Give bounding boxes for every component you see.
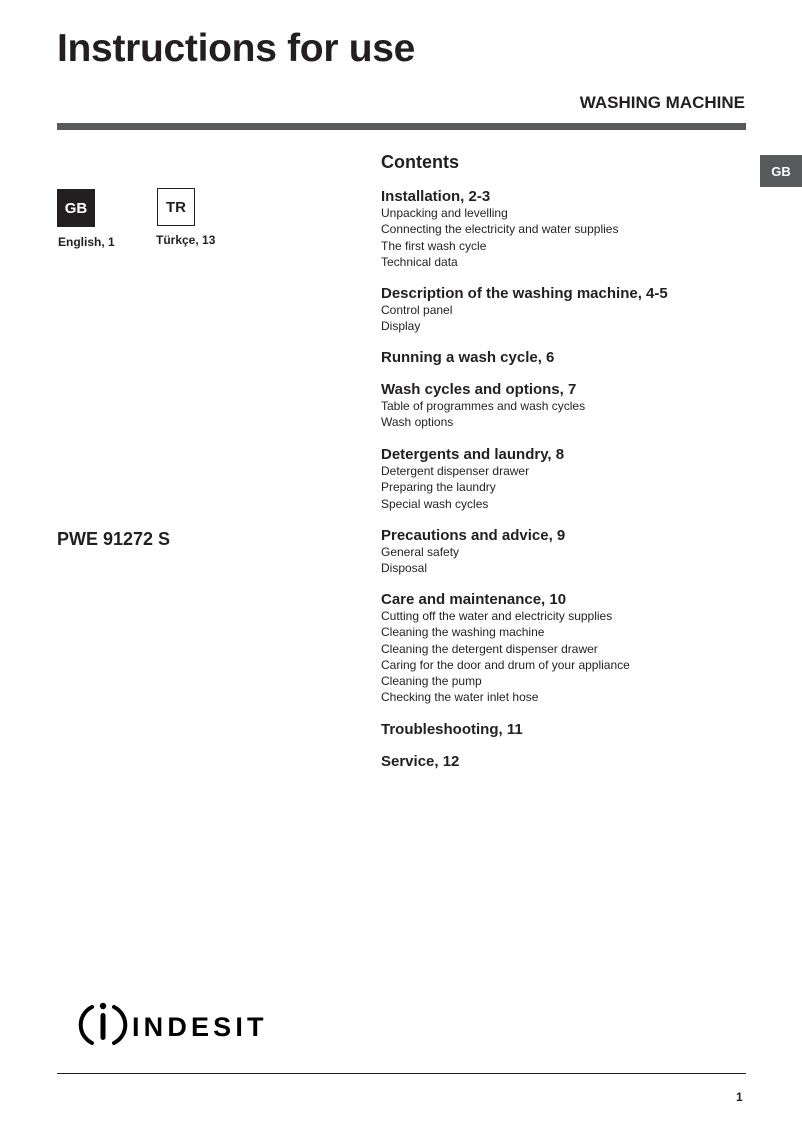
page-number: 1 — [736, 1090, 743, 1104]
section-item[interactable]: Technical data — [381, 254, 458, 269]
contents-section — [381, 591, 630, 706]
model-number: PWE 91272 S — [57, 529, 171, 549]
section-item[interactable]: Cutting off the water and electricity supplies — [381, 609, 613, 623]
contents-section — [381, 188, 618, 270]
footer-rule — [57, 1073, 746, 1074]
contents-section — [381, 527, 565, 577]
section-item[interactable]: Table of programmes and wash cycles — [381, 399, 586, 413]
section-item[interactable]: Checking the water inlet hose — [381, 690, 539, 705]
contents-section — [381, 446, 564, 512]
section-item[interactable]: Control panel — [381, 303, 453, 317]
section-item[interactable]: Cleaning the detergent dispenser drawer — [381, 641, 598, 656]
contents-section — [381, 285, 668, 335]
language-label-turkish[interactable]: Türkçe, 13 — [156, 233, 216, 247]
section-title[interactable]: Service, 12 — [381, 753, 460, 770]
section-item[interactable]: Cleaning the washing machine — [381, 625, 545, 640]
language-side-tab: GB — [760, 155, 802, 187]
contents-heading: Contents — [381, 152, 459, 172]
section-title[interactable]: Precautions and advice, 9 — [381, 527, 566, 544]
section-title[interactable]: Troubleshooting, 11 — [381, 721, 523, 738]
section-item[interactable]: Disposal — [381, 561, 428, 576]
section-title[interactable]: Detergents and laundry, 8 — [381, 446, 565, 463]
language-badge-gb[interactable]: GB — [57, 189, 95, 227]
section-title[interactable]: Care and maintenance, 10 — [381, 591, 567, 608]
logo-wordmark: INDESIT — [132, 1012, 264, 1042]
section-item[interactable]: Cleaning the pump — [381, 674, 482, 689]
product-type: WASHING MACHINE — [579, 93, 745, 112]
section-title[interactable]: Wash cycles and options, 7 — [381, 381, 577, 398]
page-title: Instructions for use — [57, 27, 416, 70]
contents-section — [381, 721, 523, 738]
section-item[interactable]: Detergent dispenser drawer — [381, 464, 530, 478]
section-item[interactable]: Display — [381, 319, 421, 334]
section-item[interactable]: Wash options — [381, 415, 454, 430]
section-title[interactable]: Installation, 2-3 — [381, 188, 491, 205]
indesit-logo — [78, 1000, 278, 1055]
section-item[interactable]: Special wash cycles — [381, 496, 489, 511]
section-item[interactable]: Unpacking and levelling — [381, 206, 508, 220]
section-title[interactable]: Description of the washing machine, 4-5 — [381, 285, 668, 302]
section-item[interactable]: Connecting the electricity and water supplies — [381, 222, 619, 237]
section-title[interactable]: Running a wash cycle, 6 — [381, 349, 555, 366]
language-badge-tr[interactable]: TR — [157, 188, 195, 226]
language-label-english[interactable]: English, 1 — [58, 235, 115, 249]
contents-section — [381, 381, 585, 431]
section-item[interactable]: General safety — [381, 545, 460, 559]
section-item[interactable]: The first wash cycle — [381, 238, 487, 253]
contents-section — [381, 753, 459, 770]
header-rule — [57, 123, 746, 130]
section-item[interactable]: Preparing the laundry — [381, 480, 496, 495]
contents-section — [381, 349, 554, 366]
section-item[interactable]: Caring for the door and drum of your appliance — [381, 657, 630, 672]
